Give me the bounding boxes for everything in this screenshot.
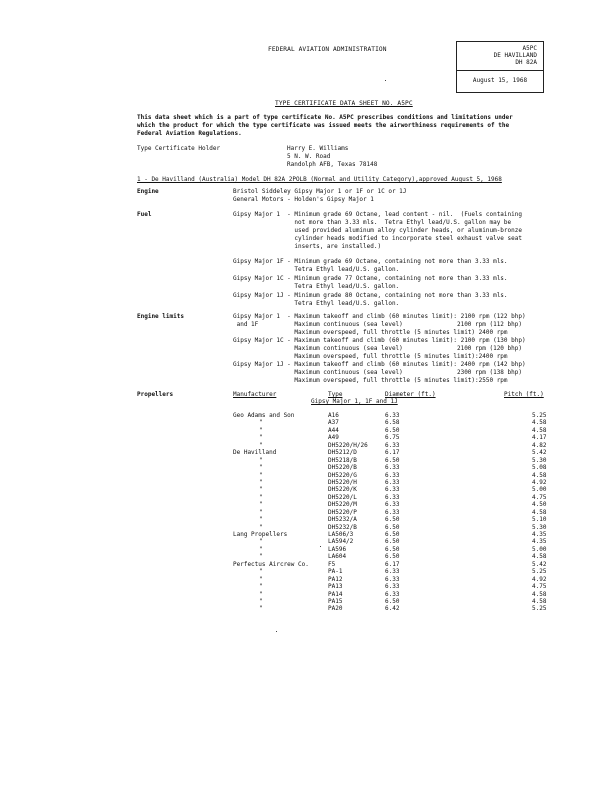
manufacturer-cell: Perfectus Aircrew Co. — [233, 560, 309, 568]
holder-name: Harry E. Williams — [287, 145, 349, 152]
diameter-cell: 6.50 — [385, 516, 400, 524]
diameter-cell: 6.50 — [385, 553, 400, 561]
holder-city: Randolph AFB, Texas 78148 — [287, 161, 378, 168]
manufacturer-cell: " — [259, 493, 263, 501]
engine-line-1: Bristol Siddeley Gipsy Major 1 or 1F or 1C or 1J — [233, 188, 407, 195]
manufacturer-cell: " — [259, 501, 263, 509]
manufacturer-cell: " — [259, 516, 263, 524]
fuel-line-3: used provided aluminum alloy cylinder heads, or aluminum-bronze — [233, 227, 522, 234]
manufacturer-cell: " — [259, 583, 263, 591]
manufacturer-cell: " — [259, 441, 263, 449]
type-cell: DH5220/H/26 — [328, 441, 368, 449]
limits-line-7: Gipsy Major 1J - Maximum takeoff and climb (60 minutes limit): 2400 rpm (142 bhp) — [233, 361, 526, 368]
manufacturer-cell: " — [259, 434, 263, 442]
fuel-line-9: Gipsy Major 1C - Minimum grade 77 Octane, containing not more than 3.33 mls. — [233, 275, 508, 282]
pitch-cell: 5.25 — [532, 605, 547, 613]
diameter-cell: 6.50 — [385, 545, 400, 553]
diameter-cell: 6.33 — [385, 590, 400, 598]
manufacturer-cell: " — [259, 426, 263, 434]
limits-line-4: Gipsy Major 1C - Maximum takeoff and climb (60 minutes limit): 2100 rpm (130 bhp) — [233, 337, 526, 344]
pitch-cell: 5.08 — [532, 464, 547, 472]
type-cell: PA20 — [328, 605, 343, 613]
diameter-cell: 6.33 — [385, 583, 400, 591]
col-header-pitch: Pitch (ft.) — [504, 391, 544, 398]
fuel-label: Fuel — [137, 211, 152, 218]
scan-speck — [385, 80, 386, 81]
diameter-cell: 6.33 — [385, 412, 400, 419]
type-cell: PA13 — [328, 583, 343, 591]
type-cell: A16 — [328, 412, 339, 419]
diameter-cell: 6.33 — [385, 501, 400, 509]
diameter-cell: 6.50 — [385, 426, 400, 434]
manufacturer-cell: " — [259, 568, 263, 576]
model-heading: 1 - De Havilland (Australia) Model DH 82A 2POLB (Normal and Utility Category),approved August 5, 1968 — [137, 176, 502, 183]
manufacturer-column — [233, 412, 309, 613]
type-cell: A49 — [328, 434, 339, 442]
limits-line-8: Maximum continuous (sea level) 2300 rpm (138 bhp) — [233, 369, 522, 376]
ref-date: August 15, 1968 — [472, 77, 528, 84]
diameter-cell: 6.42 — [385, 605, 400, 613]
type-cell: DH5212/D — [328, 449, 357, 457]
engine-limits-label: Engine limits — [137, 313, 184, 320]
type-cell: DH5220/P — [328, 508, 357, 516]
manufacturer-cell: " — [259, 553, 263, 561]
agency-name: FEDERAL AVIATION ADMINISTRATION — [268, 46, 387, 53]
diameter-cell: 6.50 — [385, 538, 400, 546]
pitch-cell: 5.25 — [532, 412, 547, 419]
fuel-line-11: Gipsy Major 1J - Minimum grade 80 Octane, containing not more than 3.33 mls. — [233, 292, 508, 299]
pitch-cell: 5.42 — [532, 560, 547, 568]
pitch-cell: 4.58 — [532, 426, 547, 434]
diameter-cell: 6.50 — [385, 597, 400, 605]
pitch-cell: 5.10 — [532, 516, 547, 524]
manufacturer-cell: " — [259, 478, 263, 486]
pitch-cell: 5.42 — [532, 449, 547, 457]
intro-line-3: Federal Aviation Regulations. — [137, 130, 242, 137]
manufacturer-cell: " — [259, 419, 263, 427]
ref-model: DH 82A — [515, 59, 537, 66]
pitch-cell: 4.92 — [532, 478, 547, 486]
manufacturer-cell: " — [259, 545, 263, 553]
pitch-column — [532, 412, 546, 613]
col-header-diameter: Diameter (ft.) — [385, 391, 436, 398]
type-cell: LA604 — [328, 553, 347, 561]
diameter-column — [385, 412, 399, 613]
manufacturer-cell: " — [259, 538, 263, 546]
col-header-type: Type — [328, 391, 343, 398]
pitch-cell: 4.58 — [532, 553, 547, 561]
pitch-cell: 5.00 — [532, 545, 547, 553]
type-column — [328, 412, 368, 613]
type-cell: DH5220/G — [328, 471, 357, 479]
limits-line-5: Maximum continuous (sea level) 2100 rpm (120 bhp) — [233, 345, 522, 352]
fuel-line-1: Gipsy Major 1 - Minimum grade 69 Octane, lead content - nil. (Fuels containing — [233, 211, 522, 218]
pitch-cell: 4.58 — [532, 597, 547, 605]
type-cell: DH5220/H — [328, 478, 357, 486]
manufacturer-cell: " — [259, 471, 263, 479]
type-cell: DH5220/M — [328, 501, 357, 509]
manufacturer-cell: " — [259, 597, 263, 605]
diameter-cell: 6.17 — [385, 560, 400, 568]
scan-speck — [276, 631, 277, 632]
propeller-subheader: Gipsy Major 1, 1F and 1J — [311, 398, 398, 405]
type-cell: A44 — [328, 426, 339, 434]
manufacturer-cell: " — [259, 523, 263, 531]
fuel-line-7: Gipsy Major 1F - Minimum grade 69 Octane, containing not more than 3.33 mls. — [233, 258, 508, 265]
pitch-cell: 4.35 — [532, 538, 547, 546]
type-cell: PA-1 — [328, 568, 343, 576]
pitch-cell: 4.82 — [532, 441, 547, 449]
engine-label: Engine — [137, 188, 159, 195]
diameter-cell: 6.33 — [385, 471, 400, 479]
manufacturer-cell: " — [259, 575, 263, 583]
type-cell: PA14 — [328, 590, 343, 598]
diameter-cell: 6.33 — [385, 575, 400, 583]
type-cell: LA594/2 — [328, 538, 354, 546]
type-cell: A37 — [328, 419, 339, 427]
fuel-line-12: Tetra Ethyl lead/U.S. gallon. — [233, 300, 400, 307]
manufacturer-cell: " — [259, 508, 263, 516]
limits-line-3: Maximum overspeed, full throttle (5 minutes limit) 2400 rpm — [233, 329, 508, 336]
engine-line-2: General Motors - Holden's Gipsy Major 1 — [233, 196, 374, 203]
pitch-cell: 4.58 — [532, 508, 547, 516]
manufacturer-cell: Lang Propellers — [233, 531, 288, 538]
diameter-cell: 6.33 — [385, 493, 400, 501]
manufacturer-cell: " — [259, 464, 263, 472]
diameter-cell: 6.33 — [385, 486, 400, 494]
manufacturer-cell: " — [259, 456, 263, 464]
manufacturer-cell: " — [259, 486, 263, 494]
scan-speck — [320, 546, 321, 547]
diameter-cell: 6.75 — [385, 434, 400, 442]
type-cell: DH5220/K — [328, 486, 357, 494]
intro-line-1: This data sheet which is a part of type certificate No. A5PC prescribes conditions and limitations under — [137, 114, 513, 121]
type-cell: PA12 — [328, 575, 343, 583]
pitch-cell: 4.75 — [532, 583, 547, 591]
pitch-cell: 4.75 — [532, 493, 547, 501]
type-cell: DH5232/B — [328, 523, 357, 531]
type-cell: DH5232/A — [328, 516, 357, 524]
type-cell: DH5218/B — [328, 456, 357, 464]
limits-line-1: Gipsy Major 1 - Maximum takeoff and climb (60 minutes limit): 2100 rpm (122 bhp) — [233, 313, 526, 320]
reference-box — [456, 41, 544, 93]
limits-line-6: Maximum overspeed, full throttle (5 minutes limit):2400 rpm — [233, 353, 508, 360]
manufacturer-cell: De Havilland — [233, 449, 277, 457]
diameter-cell: 6.58 — [385, 419, 400, 427]
type-cell: LA596 — [328, 545, 347, 553]
fuel-line-4: cylinder heads modified to incorporate steel exhaust valve seat — [233, 235, 522, 242]
holder-label: Type Certificate Holder — [137, 145, 221, 152]
diameter-cell: 6.33 — [385, 478, 400, 486]
diameter-cell: 6.33 — [385, 441, 400, 449]
limits-line-9: Maximum overspeed, full throttle (5 minutes limit):2550 rpm — [233, 377, 508, 384]
pitch-cell: 4.58 — [532, 419, 547, 427]
ref-divider — [457, 70, 543, 71]
sheet-title: TYPE CERTIFICATE DATA SHEET NO. A5PC — [275, 100, 413, 107]
manufacturer-cell: Geo Adams and Son — [233, 412, 295, 419]
manufacturer-cell: " — [259, 590, 263, 598]
diameter-cell: 6.17 — [385, 449, 400, 457]
fuel-line-5: inserts, are installed.) — [233, 243, 382, 250]
pitch-cell: 4.92 — [532, 575, 547, 583]
type-cell: DH5220/B — [328, 464, 357, 472]
pitch-cell: 5.00 — [532, 486, 547, 494]
manufacturer-cell: " — [259, 605, 263, 613]
diameter-cell: 6.33 — [385, 508, 400, 516]
pitch-cell: 5.25 — [532, 568, 547, 576]
fuel-line-2: not more than 3.33 mls. Tetra Ethyl lead/U.S. gallon may be — [233, 219, 512, 226]
diameter-cell: 6.33 — [385, 464, 400, 472]
pitch-cell: 4.50 — [532, 501, 547, 509]
pitch-cell: 4.35 — [532, 531, 547, 538]
pitch-cell: 4.58 — [532, 471, 547, 479]
holder-street: 5 N. W. Road — [287, 153, 331, 160]
type-cell: LA506/3 — [328, 531, 354, 538]
pitch-cell: 4.58 — [532, 590, 547, 598]
pitch-cell: 5.30 — [532, 523, 547, 531]
pitch-cell: 4.17 — [532, 434, 547, 442]
pitch-cell: 5.30 — [532, 456, 547, 464]
col-header-manufacturer: Manufacturer — [233, 391, 277, 398]
diameter-cell: 6.50 — [385, 523, 400, 531]
type-cell: F5 — [328, 560, 336, 568]
diameter-cell: 6.33 — [385, 568, 400, 576]
type-cell: PA15 — [328, 597, 343, 605]
fuel-line-8: Tetra Ethyl lead/U.S. gallon. — [233, 266, 400, 273]
ref-make: DE HAVILLAND — [493, 52, 537, 59]
diameter-cell: 6.50 — [385, 456, 400, 464]
fuel-line-10: Tetra Ethyl lead/U.S. gallon. — [233, 283, 400, 290]
intro-line-2: which the product for which the type certificate was issued meets the airworthiness requirements of the — [137, 122, 510, 129]
diameter-cell: 6.50 — [385, 531, 400, 538]
ref-number: A5PC — [522, 45, 537, 52]
propellers-label: Propellers — [137, 391, 174, 398]
limits-line-2: and 1F Maximum continuous (sea level) 2100 rpm (112 bhp) — [233, 321, 522, 328]
type-cell: DH5220/L — [328, 493, 357, 501]
